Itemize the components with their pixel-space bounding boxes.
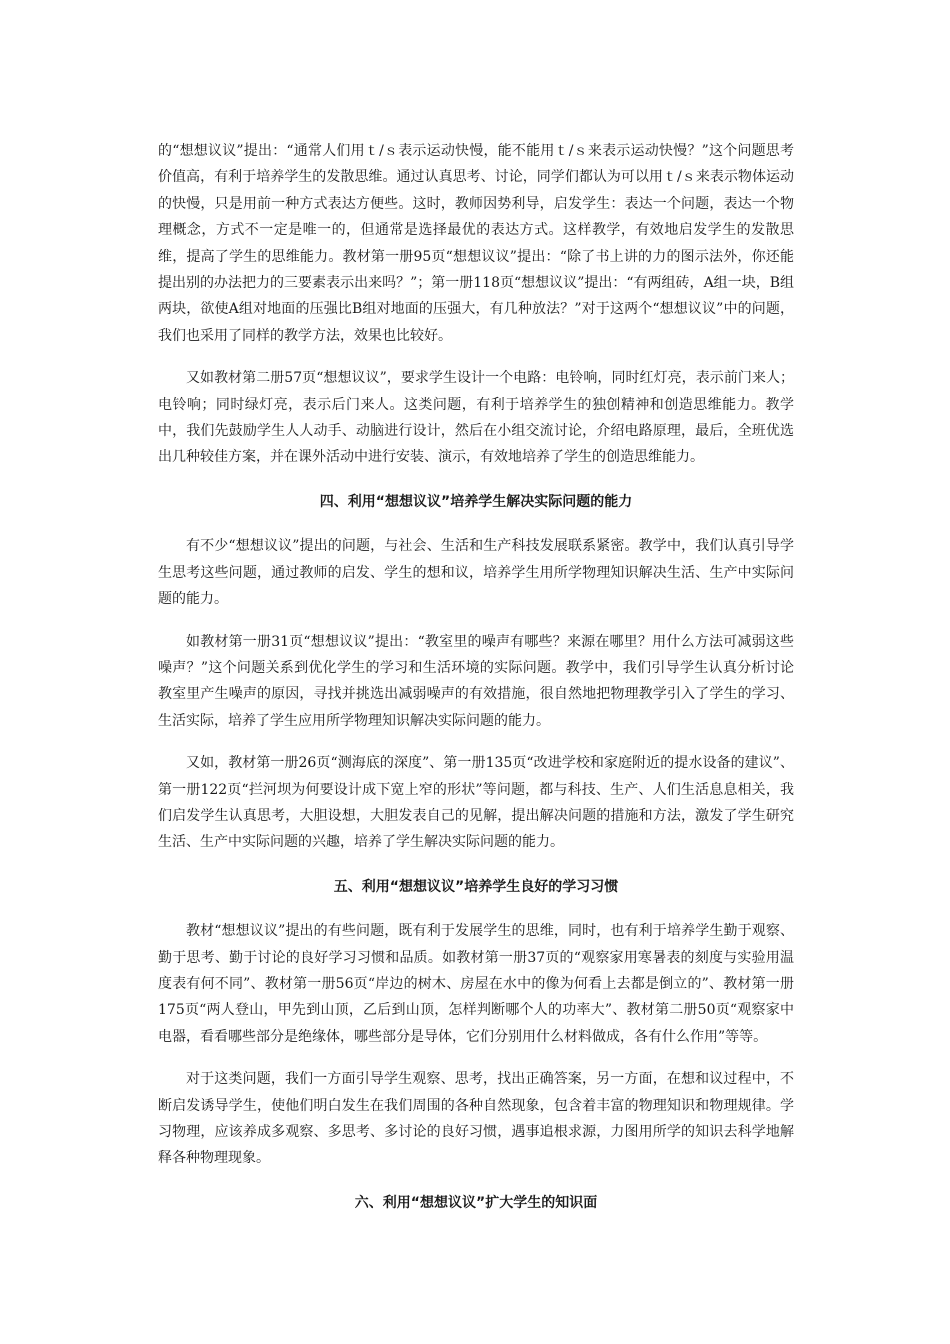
document-page [158, 138, 794, 1234]
section-heading-4: 四、利用“想想议议”培养学生解决实际问题的能力 [319, 493, 633, 510]
section-heading-6: 六、利用“想想议议”扩大学生的知识面 [354, 1194, 598, 1211]
paragraph-guidance: 对于这类问题，我们一方面引导学生观察、思考，找出正确答案，另一方面，在想和议过程中，不断启发诱导学生，使他们明白发生在我们周围的各种自然现象，包含着丰富的物理知识和物理规律。学习物理，应该养成多观察、多思考、多讨论的良好习惯，遇事追根求源，力图用所学的知识去科学地解释各种物理现象。 [158, 1071, 794, 1167]
section-heading-5: 五、利用“想想议议”培养学生良好的学习习惯 [333, 878, 619, 895]
paragraph-social-connection: 有不少“想想议议”提出的问题，与社会、生活和生产科技发展联系紧密。教学中，我们认真引导学生思考这些问题，通过教师的启发、学生的想和议，培养学生用所学物理知识解决生活、生产中实际问题的能力。 [158, 538, 794, 608]
paragraph-continued: 的“想想议议”提出：“通常人们用ｔ/ｓ表示运动快慢，能不能用ｔ/ｓ来表示运动快慢？”这个问题思考价值高，有利于培养学生的发散思维。通过认真思考、讨论，同学们都认为可以用ｔ/ｓ来表示物体运动的快慢，只是用前一种方式表达方便些。这时，教师因势利导，启发学生：表达一个问题，表达一个物理概念，方式不一定是唯一的，但通常是选择最优的表达方式。这样教学，有效地启发学生的发散思维，提高了学生的思维能力。教材第一册95页“想想议议”提出：“除了书上讲的力的图示法外，你还能提出别的办法把力的三要素表示出来吗？”；第一册118页“想想议议”提出：“有两组砖，A组一块，B组两块，欲使A组对地面的压强比B组对地面的压强大，有几种放法？”对于这两个“想想议议”中的问题，我们也采用了同样的教学方法，效果也比较好。 [158, 143, 794, 344]
paragraph-noise-example: 如教材第一册31页“想想议议”提出：“教室里的噪声有哪些？来源在哪里？用什么方法可减弱这些噪声？”这个问题关系到优化学生的学习和生活环境的实际问题。教学中，我们引导学生认真分析讨论教室里产生噪声的原因，寻找并挑选出减弱噪声的有效措施，很自然地把物理教学引入了学生的学习、生活实际，培养了学生应用所学物理知识解决实际问题的能力。 [158, 633, 794, 729]
paragraph-more-examples: 又如，教材第一册26页“测海底的深度”、第一册135页“改进学校和家庭附近的提水设备的建议”、第一册122页“拦河坝为何要设计成下宽上窄的形状”等问题，都与科技、生产、人们生活息息相关，我们启发学生认真思考，大胆设想，大胆发表自己的见解，提出解决问题的措施和方法，激发了学生研究生活、生产中实际问题的兴趣，培养了学生解决实际问题的能力。 [158, 755, 794, 851]
paragraph-habits: 教材“想想议议”提出的有些问题，既有利于发展学生的思维，同时，也有利于培养学生勤于观察、勤于思考、勤于讨论的良好学习习惯和品质。如教材第一册37页的“观察家用寒暑表的刻度与实验用温度表有何不同”、教材第一册56页“岸边的树木、房屋在水中的像为何看上去都是倒立的”、教材第一册175页“两人登山，甲先到山顶，乙后到山顶，怎样判断哪个人的功率大”、教材第二册50页“观察家中电器，看看哪些部分是绝缘体，哪些部分是导体，它们分别用什么材料做成，各有什么作用”等等。 [158, 923, 794, 1045]
paragraph-circuit-design: 又如教材第二册57页“想想议议”，要求学生设计一个电路：电铃响，同时红灯亮，表示前门来人；电铃响；同时绿灯亮，表示后门来人。这类问题，有利于培养学生的独创精神和创造思维能力。教学中，我们先鼓励学生人人动手、动脑进行设计，然后在小组交流讨论，介绍电路原理，最后，全班优选出几种较佳方案，并在课外活动中进行安装、演示，有效地培养了学生的创造思维能力。 [158, 370, 794, 466]
